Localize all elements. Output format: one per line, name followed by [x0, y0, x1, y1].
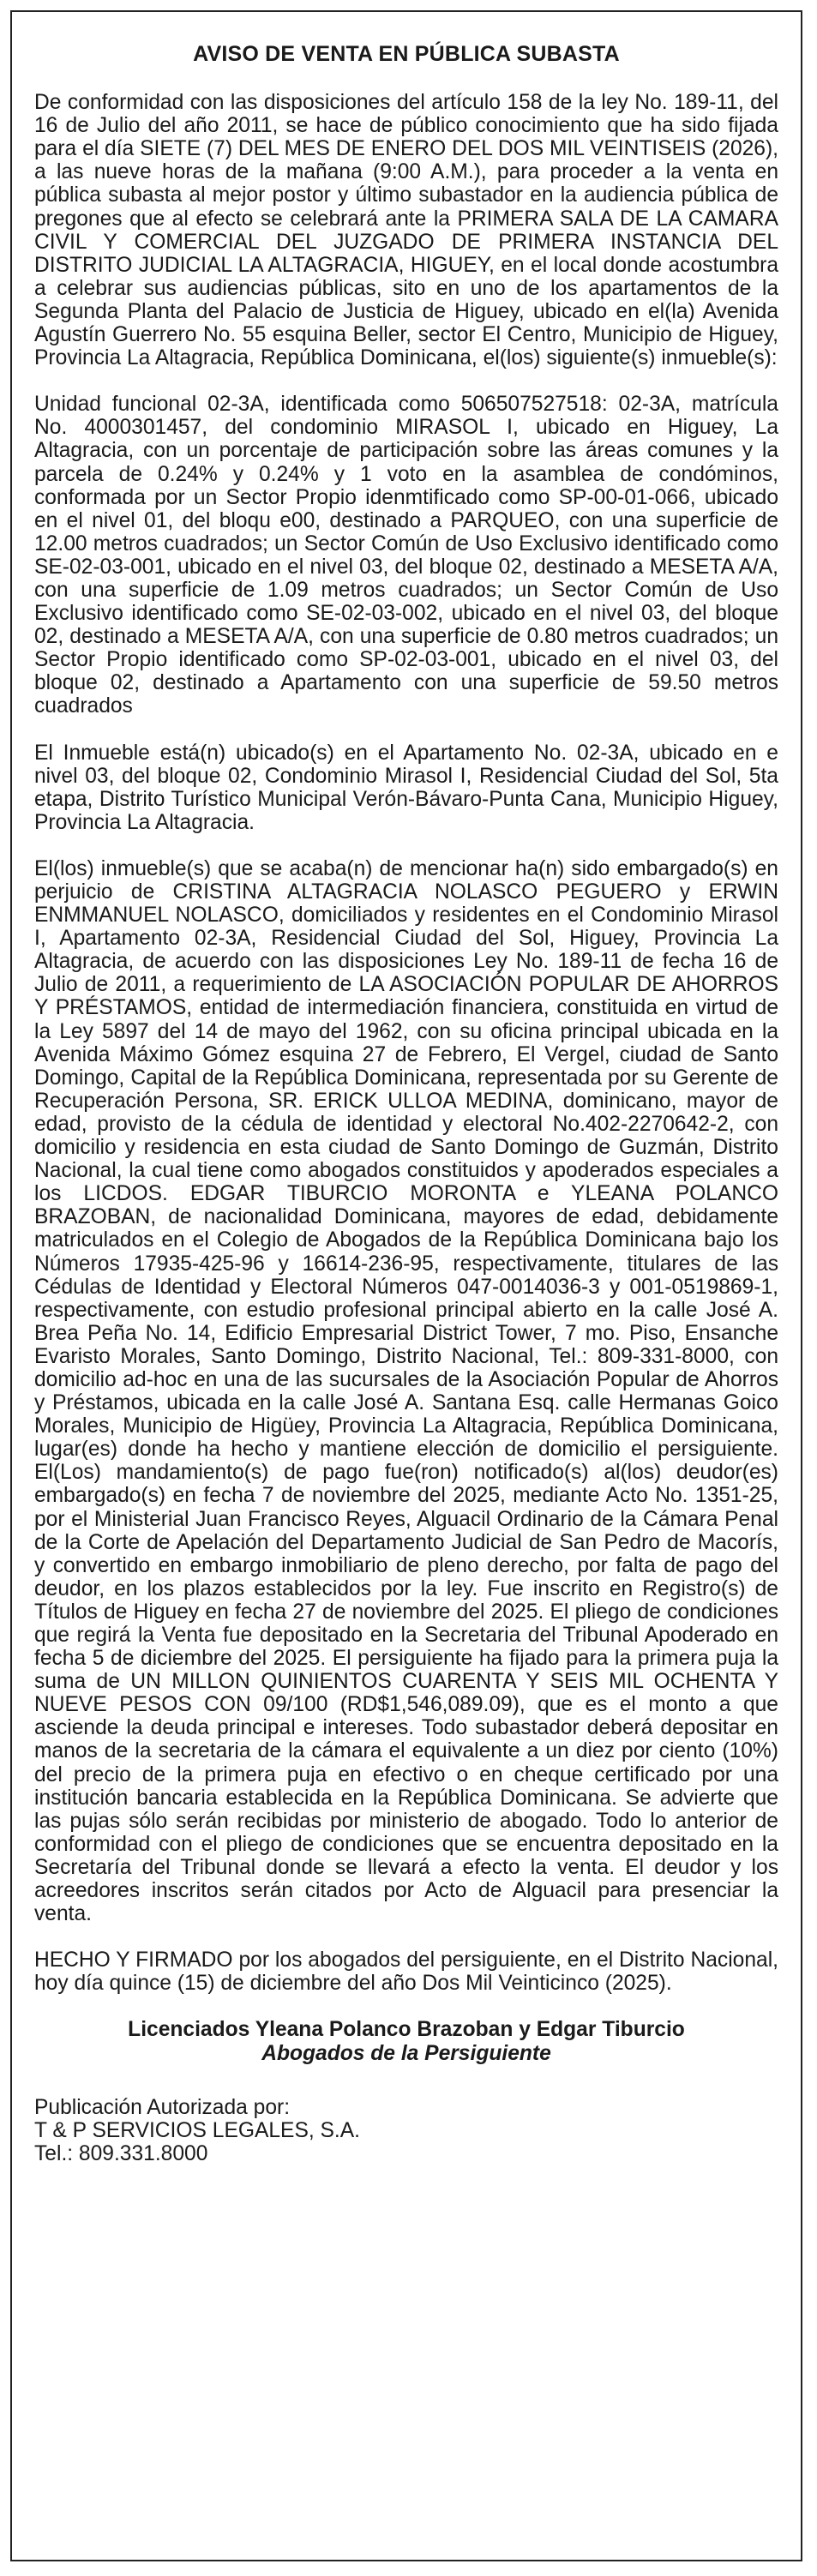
auction-announcement-paragraph: De conformidad con las disposiciones del artículo 158 de la ley No. 189-11, del 16 de Julio del año 2011, se hace de público conocimiento que ha sido fijada para el día SIETE (7) DEL MES DE ENERO DEL DOS MIL VEINTISEIS (2026), a las nueve horas de la mañana (9:00 A.M.), para proceder a la venta en pública subasta al mejor postor y último subastador en la audiencia pública de pregones que al efecto se celebrará ante la PRIMERA SALA DE LA CAMARA CIVIL Y COMERCIAL DEL JUZGADO DE PRIMERA INSTANCIA DEL DISTRITO JUDICIAL LA ALTAGRACIA, HIGUEY, en el local donde acostumbra a celebrar sus audiencias públicas, sito en uno de los apartamentos de la Segunda Planta del Palacio de Justicia de Higuey, ubicado en el(la) Avenida Agustín Guerrero No. 55 esquina Beller, sector El Centro, Municipio de Higuey, Provincia La Altagracia, República Dominicana, el(los) siguiente(s) inmueble(s):	[34, 91, 778, 370]
signers-role: Abogados de la Persiguiente	[261, 2041, 551, 2065]
property-location-paragraph: El Inmueble está(n) ubicado(s) en el Apartamento No. 02-3A, ubicado en e nivel 03, del bloque 02, Condominio Mirasol I, Residencial Ciudad del Sol, 5ta etapa, Distrito Turístico Municipal Verón-Bávaro-Punta Cana, Municipio Higuey, Provincia La Altagracia.	[34, 741, 778, 834]
notice-title: AVISO DE VENTA EN PÚBLICA SUBASTA	[193, 42, 620, 66]
seizure-details-paragraph: El(los) inmueble(s) que se acaba(n) de mencionar ha(n) sido embargado(s) en perjuicio de CRISTINA ALTAGRACIA NOLASCO PEGUERO y ERWIN ENMMANUEL NOLASCO, domiciliados y residentes en el Condominio Mirasol I, Apartamento 02-3A, Residencial Ciudad del Sol, Higuey, Provincia La Altagracia, de acuerdo con las disposiciones Ley No. 189-11 de fecha 16 de Julio de 2011, a requerimiento de LA ASOCIACIÓN POPULAR DE AHORROS Y PRÉSTAMOS, entidad de intermediación financiera, constituida en virtud de la Ley 5897 del 14 de mayo del 1962, con su oficina principal ubicada en la Avenida Máximo Gómez esquina 27 de Febrero, El Vergel, ciudad de Santo Domingo, Capital de la República Dominicana, representada por su Gerente de Recuperación Persona, SR. ERICK ULLOA MEDINA, dominicano, mayor de edad, provisto de la cédula de identidad y electoral No.402-2270642-2, con domicilio y residencia en esta ciudad de Santo Domingo de Guzmán, Distrito Nacional, la cual tiene como abogados constituidos y apoderados especiales a los LICDOS. EDGAR TIBURCIO MORONTA e YLEANA POLANCO BRAZOBAN, de nacionalidad Dominicana, mayores de edad, debidamente matriculados en el Colegio de Abogados de la República Dominicana bajo los Números 17935-425-96 y 16614-236-95, respectivamente, titulares de las Cédulas de Identidad y Electoral Números 047-0014036-3 y 001-0519869-1, respectivamente, con estudio profesional principal abierto en la calle José A. Brea Peña No. 14, Edificio Empresarial District Tower, 7 mo. Piso, Ensanche Evaristo Morales, Santo Domingo, Distrito Nacional, Tel.: 809-331-8000, con domicilio ad-hoc en una de las sucursales de la Asociación Popular de Ahorros y Préstamos, ubicada en la calle José A. Santana Esq. calle Hermanas Goico Morales, Municipio de Higüey, Provincia La Altagracia, República Dominicana, lugar(es) donde ha hecho y mantiene elección de domicilio el persiguiente. El(Los) mandamiento(s) de pago fue(ron) notificado(s) al(los) deudor(es) embargado(s) en fecha 7 de noviembre del 2025, mediante Acto No. 1351-25, por el Ministerial Juan Francisco Reyes, Alguacil Ordinario de la Cámara Penal de la Corte de Apelación del Departamento Judicial de San Pedro de Macorís, y convertido en embargo inmobiliario de pleno derecho, por falta de pago del deudor, en los plazos establecidos por la ley. Fue inscrito en Registro(s) de Títulos de Higuey en fecha 27 de noviembre del 2025. El pliego de condiciones que regirá la Venta fue depositado en la Secretaria del Tribunal Apoderado en fecha 5 de diciembre del 2025. El persiguiente ha fijado para la primera puja la suma de UN MILLON QUINIENTOS CUARENTA Y SEIS MIL OCHENTA Y NUEVE PESOS CON 09/100 (RD$1,546,089.09), que es el monto a que asciende la deuda principal e intereses. Todo subastador deberá depositar en manos de la secretaria de la cámara el equivalente a un diez por ciento (10%) del precio de la primera puja en efectivo o en cheque certificado por una institución bancaria establecida en la República Dominicana. Se advierte que las pujas sólo serán recibidas por ministerio de abogado. Todo lo anterior de conformidad con el pliego de condiciones que se encuentra depositado en la Secretaría del Tribunal donde se llevará a efecto la venta. El deudor y los acreedores inscritos serán citados por Acto de Alguacil para presenciar la venta.	[34, 856, 778, 1926]
publication-footer	[34, 2096, 778, 2165]
footer-company-name: T & P SERVICIOS LEGALES, S.A.	[34, 2118, 361, 2142]
signing-statement-paragraph: HECHO Y FIRMADO por los abogados del persiguiente, en el Distrito Nacional, hoy día quince (15) de diciembre del año Dos Mil Veinticinco (2025).	[34, 1949, 778, 1996]
signers-block	[34, 2018, 778, 2064]
legal-notice	[10, 10, 802, 2561]
signers-names: Licenciados Yleana Polanco Brazoban y Edgar Tiburcio	[128, 2018, 685, 2042]
footer-phone: Tel.: 809.331.8000	[34, 2141, 208, 2165]
property-description-paragraph: Unidad funcional 02-3A, identificada como 506507527518: 02-3A, matrícula No. 4000301457, del condominio MIRASOL I, ubicado en Higuey, La Altagracia, con un porcentaje de participación sobre las áreas comunes y la parcela de 0.24% y 0.24% y 1 voto en la asamblea de condóminos, conformada por un Sector Propio idenmtificado como SP-00-01-066, ubicado en el nivel 01, del bloqu e00, destinado a PARQUEO, con una superficie de 12.00 metros cuadrados; un Sector Común de Uso Exclusivo identificado como SE-02-03-001, ubicado en el nivel 03, del bloque 02, destinado a MESETA A/A, con una superficie de 1.09 metros cuadrados; un Sector Común de Uso Exclusivo identificado como SE-02-03-002, ubicado en el nivel 03, del bloque 02, destinado a MESETA A/A, con una superficie de 0.80 metros cuadrados; un Sector Propio identificado como SP-02-03-001, ubicado en el nivel 03, del bloque 02, destinado a Apartamento con una superficie de 59.50 metros cuadrados	[34, 393, 778, 718]
footer-authorized-label: Publicación Autorizada por:	[34, 2095, 291, 2119]
